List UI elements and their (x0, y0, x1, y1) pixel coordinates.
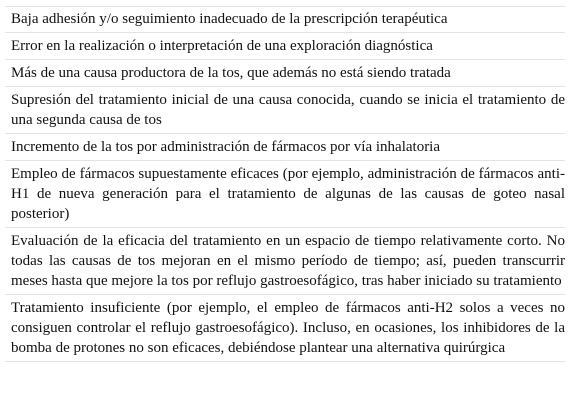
table-cell: Baja adhesión y/o seguimiento inadecuado de la prescripción terapéutica (5, 7, 565, 33)
table-cell: Supresión del tratamiento inicial de una causa conocida, cuando se inicia el tratamiento de una segunda causa de tos (5, 87, 565, 134)
causes-table (5, 6, 565, 362)
table-row (5, 60, 565, 87)
table-row (5, 134, 565, 161)
table-row (5, 87, 565, 134)
table-row (5, 7, 565, 33)
table-row (5, 295, 565, 362)
table-row (5, 228, 565, 295)
table-cell: Evaluación de la eficacia del tratamiento en un espacio de tiempo relativamente corto. No todas las causas de tos mejoran en el mismo período de tiempo; así, pueden transcurrir meses hasta que mejore la tos por reflujo gastroesofágico, tras haber iniciado su tratamiento (5, 228, 565, 295)
table-cell: Más de una causa productora de la tos, que además no está siendo tratada (5, 60, 565, 87)
table-row (5, 33, 565, 60)
table-cell: Incremento de la tos por administración de fármacos por vía inhalatoria (5, 134, 565, 161)
table-row (5, 161, 565, 228)
table-cell: Empleo de fármacos supuestamente eficaces (por ejemplo, administración de fármacos anti-H1 de nueva generación para el tratamiento de algunas de las causas de goteo nasal posterior) (5, 161, 565, 228)
table-cell: Error en la realización o interpretación de una exploración diagnóstica (5, 33, 565, 60)
table-cell: Tratamiento insuficiente (por ejemplo, el empleo de fármacos anti-H2 solos a veces no consiguen controlar el reflujo gastroesofágico). Incluso, en ocasiones, los inhibidores de la bomba de protones no son eficaces, debiéndose plantear una alternativa quirúrgica (5, 295, 565, 362)
